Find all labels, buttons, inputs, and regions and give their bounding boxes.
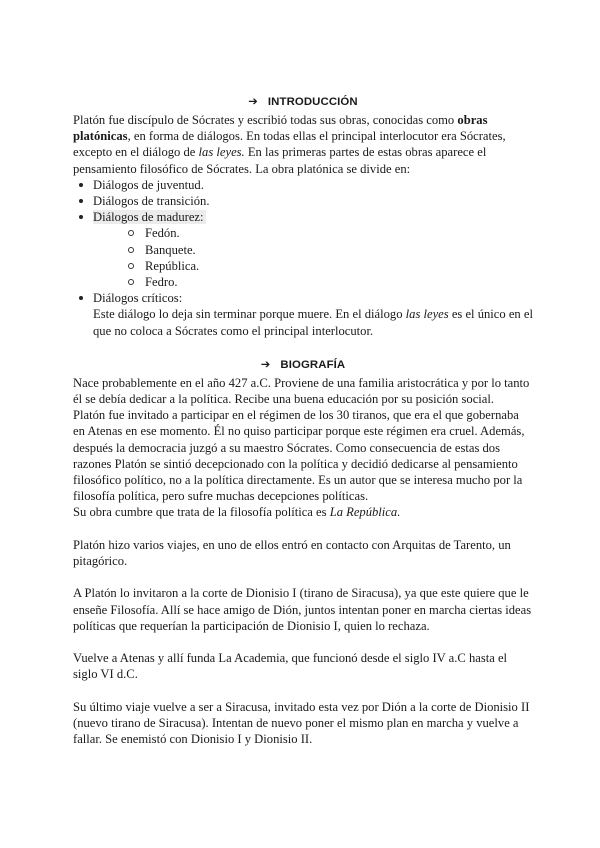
document-content [73, 94, 533, 747]
bold-term: obras platónicas [73, 113, 488, 144]
text-run: En las primeras partes de estas obras aparece el pensamiento filosófico de Sócrates. La obra platónica se divide en: [73, 145, 487, 176]
heading-text: INTRODUCCIÓN [267, 96, 358, 108]
arrow-icon: ➔ [260, 358, 271, 371]
bio-paragraph: A Platón lo invitaron a la corte de Dionisio I (tirano de Siracusa), ya que este quiere que le enseñe Filosofía. Allí se hace amigo de Dión, juntos intentan poner en marcha ciertas ideas políticas que requerían la participación de Dionisio I, quien lo rechaza. [73, 586, 532, 633]
circle-bullet-icon [128, 279, 134, 285]
circle-bullet-icon [128, 230, 134, 236]
list-item-description [93, 306, 533, 338]
italic-term: las leyes [405, 307, 449, 322]
bio-paragraph: Platón hizo varios viajes, en uno de ellos entró en contacto con Arquitas de Tarento, un pitagórico. [73, 537, 511, 569]
italic-term: las leyes. [198, 145, 245, 160]
list-item [73, 193, 533, 209]
list-item-label: Diálogos de transición. [93, 194, 210, 209]
paragraph-gap [73, 569, 533, 585]
section-heading-introduccion [73, 94, 533, 110]
sublist-item [93, 258, 533, 274]
intro-paragraph [73, 112, 533, 177]
paragraph-gap [73, 634, 533, 650]
italic-term: La República. [329, 505, 401, 520]
sublist-item-label: Fedón. [145, 226, 180, 241]
sublist-item-label: Fedro. [145, 275, 178, 290]
bullet-icon [79, 296, 83, 300]
heading-text: BIOGRAFÍA [280, 358, 346, 371]
bio-paragraph: Nace probablemente en el año 427 a.C. Proviene de una familia aristocrática y por lo tanto él se debía dedicar a la política. Recibe una buena educación por su posición social. [73, 375, 530, 407]
circle-bullet-icon [128, 263, 134, 269]
list-item-label-highlighted: Diálogos de madurez: [93, 210, 204, 225]
paragraph-gap [73, 521, 533, 537]
text-run: , en forma de diálogos. En todas ellas el principal interlocutor era Sócrates, excepto en el diálogo de [73, 129, 506, 160]
sublist [93, 225, 533, 290]
bullet-icon [79, 183, 83, 187]
sublist-item [93, 274, 533, 290]
bio-paragraph: Vuelve a Atenas y allí funda La Academia, que funcionó desde el siglo IV a.C hasta el siglo VI d.C. [73, 651, 508, 682]
list-item-label: Diálogos críticos: [93, 291, 183, 306]
list-item [73, 290, 533, 339]
bullet-icon [79, 199, 83, 203]
bullet-icon [79, 215, 83, 219]
bio-paragraph [73, 504, 533, 520]
sublist-item-label: Banquete. [145, 242, 196, 257]
sublist-item [93, 225, 533, 241]
list-item [73, 209, 533, 290]
sublist-item [93, 242, 533, 258]
arrow-icon: ➔ [248, 96, 258, 108]
paragraph-gap [73, 683, 533, 699]
list-item [73, 177, 533, 193]
section-heading-biografia [73, 357, 533, 373]
sublist-item-label: República. [145, 258, 200, 273]
circle-bullet-icon [128, 247, 134, 253]
list-item-label: Diálogos de juventud. [93, 177, 204, 192]
text-run: es el único en el que no coloca a Sócrates como el principal interlocutor. [93, 307, 533, 338]
bio-paragraph: Platón fue invitado a participar en el régimen de los 30 tiranos, que era el que gobernaba en Atenas en ese momento. Él no quiso participar porque este régimen era cruel. Además, después la democracia juzgó a su maestro Sócrates. Como consecuencia de estas dos razones Platón se sintió decepcionado con la política y decidió dedicarse al pensamiento filosófico político, no a la política directamente. Es un autor que se interesa mucho por la filosofía política, pero sufre muchas decepciones políticas. [73, 408, 525, 504]
bio-paragraph: Su último viaje vuelve a ser a Siracusa, invitado esta vez por Dión a la corte de Dionisio II (nuevo tirano de Siracusa). Intentan de nuevo poner el mismo plan en marcha y vuelve a fallar. Se enemistó con Dionisio I y Dionisio II. [73, 699, 530, 747]
text-run: Platón fue discípulo de Sócrates y escribió todas sus obras, conocidas como [73, 113, 458, 127]
obra-list [73, 177, 533, 339]
text-run: Su obra cumbre que trata de la filosofía política es [73, 505, 330, 520]
text-run: Este diálogo lo deja sin terminar porque muere. En el diálogo [93, 307, 406, 322]
